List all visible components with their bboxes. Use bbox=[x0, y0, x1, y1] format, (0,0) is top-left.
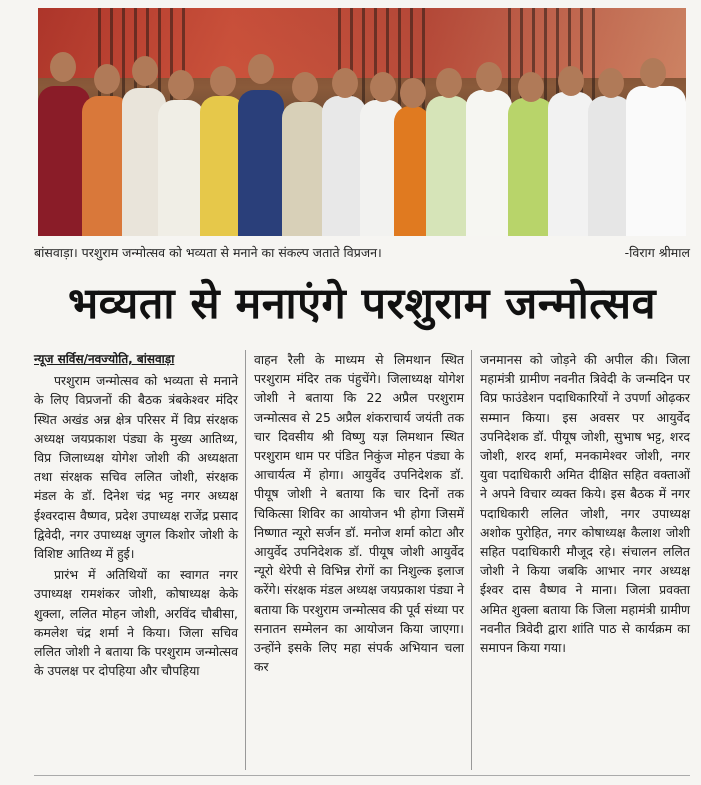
person bbox=[626, 86, 686, 236]
person-head bbox=[476, 62, 502, 92]
person-head bbox=[50, 52, 76, 82]
paragraph: वाहन रैली के माध्यम से लिमथान स्थित परशुराम मंदिर तक पंहुचेंगे। जिलाध्यक्ष योगेश जोशी ने बताया कि 22 अप्रैल परशुराम जन्मोत्सव से 25 अप्रैल शंकराचार्य जयंती तक चार दिवसीय श्री विष्णु यज्ञ लिमथान स्थित परशुराम धाम पर पंडित निकुंज मोहन पंड्या के आचार्यत्व में होगा। आयुर्वेद उपनिदेशक डॉ. पीयूष जोशी ने बताया कि चार दिनों तक चिकित्सा शिविर का आयोजन भी होगा जिसमें निष्णात न्यूरो सर्जन डॉ. मनोज शर्मा कोटा और आयुर्वेद उपनिदेशक डॉ. पीयूष जोशी आयुर्वेद न्यूरो थेरेपी से विभिन्न रोगों का निशुल्क इलाज करेंगे। संरक्षक मंडल अध्यक्ष जयप्रकाश पंड्या ने बताया कि परशुराम जन्मोत्सव की पूर्व संध्या पर सनातन सम्मेलन का आयोजन किया जाएगा। उन्होंने इसके लिए महा संपर्क अभियान चला कर bbox=[254, 352, 464, 675]
article-column-3 bbox=[480, 350, 690, 659]
byline: न्यूज सर्विस/नवज्योति, बांसवाड़ा bbox=[34, 352, 175, 366]
paragraph: परशुराम जन्मोत्सव को भव्यता से मनाने के लिए विप्रजनों की बैठक त्रंबकेश्वर मंदिर स्थित अखंड अन्न क्षेत्र परिसर में विप्र संरक्षक अध्यक्ष जयप्रकाश पंड्या के मुख्य आतिथ्य, विप्र जिलाध्यक्ष योगेश जोशी की अध्यक्षता तथा संरक्षक सचिव ललित जोशी, संरक्षक मंडल के डॉ. दिनेश चंद्र भट्ट नगर अध्यक्ष ईश्वरदास वैष्णव, प्रदेश उपाध्यक्ष राजेंद्र प्रसाद द्विवेदी, नगर उपाध्यक्ष जुगल किशोर जोशी के विशिष्ट आतिथ्य में हुई। bbox=[34, 373, 238, 562]
person bbox=[158, 100, 204, 236]
article-column-1 bbox=[34, 350, 238, 682]
person bbox=[394, 106, 430, 236]
paragraph: जनमानस को जोड़ने की अपील की। जिला महामंत्री ग्रामीण नवनीत त्रिवेदी के जन्मदिन पर विप्र फाउंडेशन पदाधिकारियों ने उपर्णा ओढ़कर सम्मान किया। इस अवसर पर आयुर्वेद उपनिदेशक डॉ. पीयूष जोशी, सुभाष भट्ट, शरद जोशी, शरद शर्मा, मनकामेश्वर जोशी, नगर युवा पदाधिकारी अमित दीक्षित सहित वक्ताओं ने अपने विचार व्यक्त किये। इस बैठक में नगर पदाधिकारी ललित जोशी, नगर उपाध्यक्ष अशोक पुरोहित, नगर कोषाध्यक्ष कैलाश जोशी सहित पदाधिकारी मौजूद रहे। संचालन ललित जोशी ने किया जबकि आभार नगर अध्यक्ष ईश्वर दास वैष्णव ने माना। जिला प्रवक्ता अमित शुक्ला बताया कि जिला महामंत्री ग्रामीण नवनीत त्रिवेदी द्वारा शांति पाठ से कार्यक्रम का समापन किया गया। bbox=[480, 352, 690, 656]
person-head bbox=[168, 70, 194, 100]
person-head bbox=[436, 68, 462, 98]
caption-text: बांसवाड़ा। परशुराम जन्मोत्सव को भव्यता से मनाने का संकल्प जताते विप्रजन। bbox=[34, 245, 382, 260]
person-head bbox=[640, 58, 666, 88]
photo-caption bbox=[34, 243, 690, 263]
paragraph: प्रारंभ में अतिथियों का स्वागत नगर उपाध्यक्ष रामशंकर जोशी, कोषाध्यक्ष केके शुक्ला, ललित मोहन जोशी, अरविंद चौबीसा, कमलेश चंद्र शर्मा ने किया। जिला सचिव ललित जोशी ने बताया कि परशुराम जन्मोत्सव के उपलक्ष पर दोपहिया और चौपहिया bbox=[34, 567, 238, 679]
person-head bbox=[518, 72, 544, 102]
person-head bbox=[210, 66, 236, 96]
column-divider bbox=[471, 350, 472, 770]
person-head bbox=[94, 64, 120, 94]
article-column-2 bbox=[254, 350, 464, 678]
person-head bbox=[370, 72, 396, 102]
person-head bbox=[292, 72, 318, 102]
column-divider bbox=[245, 350, 246, 770]
person bbox=[282, 102, 326, 236]
person-head bbox=[132, 56, 158, 86]
person bbox=[466, 90, 512, 236]
person bbox=[426, 96, 470, 236]
person-head bbox=[598, 68, 624, 98]
person bbox=[238, 90, 284, 236]
headline: भव्यता से मनाएंगे परशुराम जन्मोत्सव bbox=[67, 279, 657, 329]
photo-credit: -विराग श्रीमाल bbox=[624, 245, 690, 260]
person-head bbox=[558, 66, 584, 96]
page-rule bbox=[34, 775, 690, 776]
person-head bbox=[248, 54, 274, 84]
group-photo bbox=[38, 8, 686, 236]
person-head bbox=[332, 68, 358, 98]
person-head bbox=[400, 78, 426, 108]
